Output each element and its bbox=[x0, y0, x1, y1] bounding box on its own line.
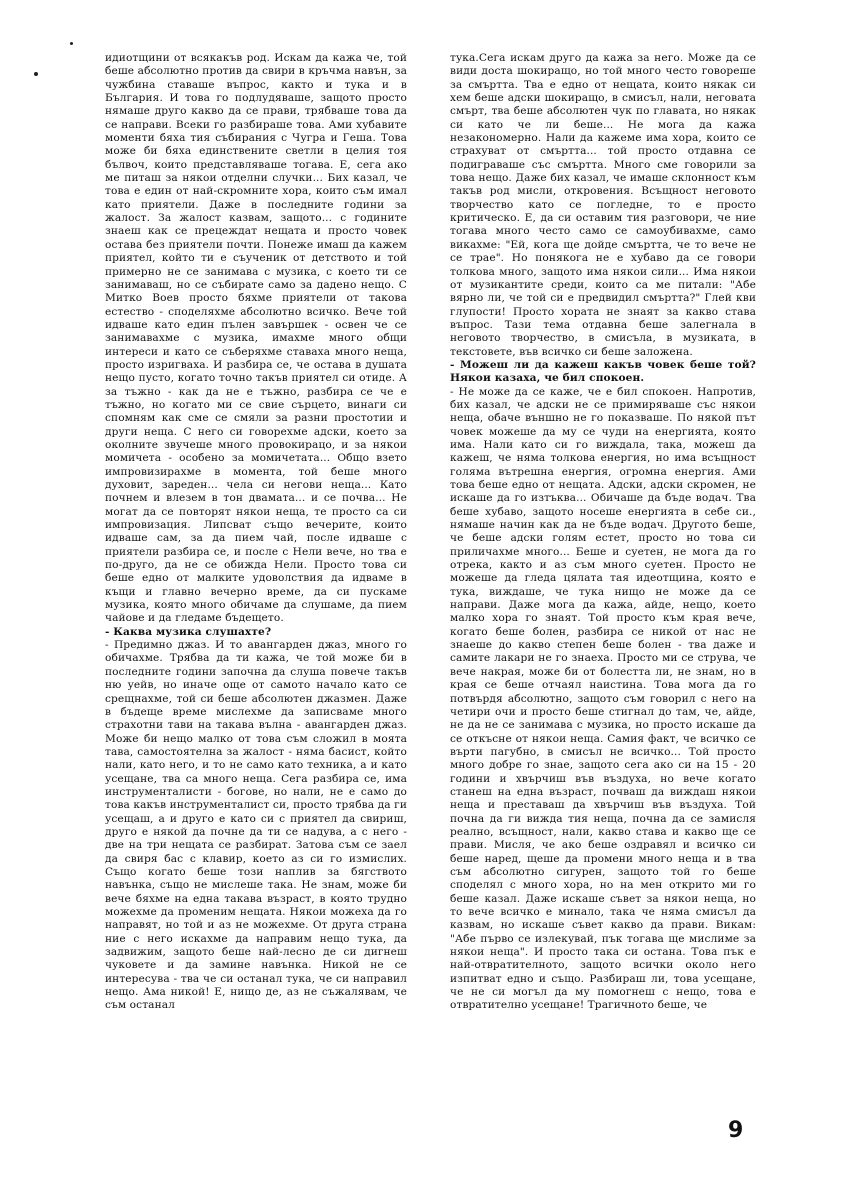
scan-speck bbox=[34, 72, 38, 76]
page-number: 9 bbox=[728, 1118, 744, 1143]
interview-question: - Каква музика слушахте? bbox=[105, 625, 272, 638]
right-text-column bbox=[450, 52, 756, 1142]
interview-question: - Можеш ли да кажеш какъв човек беше той? Някои казаха, че бил спокоен. bbox=[450, 358, 756, 385]
scan-speck bbox=[70, 42, 73, 45]
paragraph: - Не може да се каже, че е бил спокоен. Напротив, бих казал, че адски не се примиряваше със някои неща, обаче външно не го показваше. По някой път човек можеше да му се чуди на енергията, която има. Нали като си го виждала, така, можеш да кажеш, че няма толкова енергия, но има всъщност голяма вътрешна енергия, огромна енергия. Ами това беше едно от нещата. Адски, адски скромен, не искаше да го изтъква... Обичаше да бъде водач. Тва беше хубаво, защото носеше енергията в себе си., нямаше начин как да не бъде водач. Другото беше, че беше адски голям естет, просто но това си приличахме много... Беше и суетен, не мога да го отрека, както и аз съм много суетен. Просто не можеше да гледа цялата тая идеотщина, която е тука, виждаше, че тука нищо не може да се направи. Даже мога да кажа, айде, нещо, което малко хора го знаят. Той просто към края вече, когато беше болен, разбира се никой от нас не знаеше до какво степен беше болен - тва даже и самите лакари не го знаеха. Просто ми се струва, че вече накрая, може би от болестта ли, не знам, но в края се беше отчаял наистина. Това мога да го потвърдя абсолютно, защото съм говорил с него на четири очи и просто беше стигнал до там, че, айде, не да не се занимава с музика, но просто искаше да се откъсне от някои неща. Самия факт, че всичко се върти пагубно, в смисъл не всичко... Той просто много добре го знае, защото сега ако си на 15 - 20 години и хвърчиш във въздуха, но вече когато станеш на една възраст, почваш да виждаш някои неща и преставаш да хвърчиш във въздуха. Той почна да ги вижда тия неща, почна да се замисля реално, всъщност, нали, какво става и какво ще се прави. Мисля, че ако беше оздравял и всичко си беше наред, щеше да промени много неща и в тва съм абсолютно сигурен, защото той го беше споделял с много хора, но на мен откритo ми го беше казал. Даже искаше съвет за някои неща, но то вече всичко е минало, така че няма смисъл да казвам, но искаше съвет какво да прави. Викам: "Абе първо се излекувай, пък тогава ще мислиме за някои неща". И просто така си остана. Това пък е най-отвратителното, защото всички около него изпитват едно и също. Разбираш ли, това усещане, че не си могъл да му помогнеш с нещо, това е отвратително усещане! Трагичното беше, че bbox=[450, 385, 756, 1012]
paragraph: - Предимно джаз. И то авангарден джаз, много го обичахме. Трябва да ти кажа, че той може би в последните години започна да слуша повече такъв ню уейв, но иначе още от самото начало като се срещнахме, той си беше абсолютен джазмен. Даже в бъдеще време мислехме да записваме много страхотни тави на такава вълна - авангарден джаз. Може би нещо малко от това съм сложил в моята тава, самостоятелна за жалост - няма басист, който нали, като него, и то не само като техника, а и като усещане, тва са много неща. Сега разбира се, има инструменталисти - богове, но нали, не е само до това какъв инструменталист си, просто трябва да ги усещаш, а и друго е като си с приятел да свириш, друго е някой да почне да ти се надува, а с него - две на три нещата се разбират. Затова съм се заел да свиря бас с клавир, което аз си го измислих. Също когато беше този наплив за бягството навънка, също не мислеше така. Не знам, може би вече бяхме на една такава възраст, в която трудно можехме да променим нещата. Някои можеха да го направят, но той и аз не можехме. От друга страна ние с него искахме да направим нещо тука, да задвижим, защото беше най-лесно де си дигнеш чуковете и да замине навънка. Никой не се интересува - тва че си останал тука, че си направил нещо. Ама никой! Е, нищо де, аз не съжалявам, че съм останал bbox=[105, 639, 407, 1012]
paragraph: тука.Сега искам друго да кажа за него. Може да се види доста шокиращо, но той много често говореше за смъртта. Тва е едно от нещата, които някак си хем беше адски шокиращо, в смисъл, нали, неговата смърт, тва беше абсолютен чук по главата, но някак си като че ли беше... Не мога да кажа незакономерно. Нали да кажеме има хора, които се страхуват от смъртта... той просто отдавна се подиграваше със смъртта. Много сме говорили за това нещо. Даже бих казал, че имаше склонност към такъв род мисли, откровения. Всъщност неговото творчество като се погледне, то е просто критическо. Е, да си оставим тия разговори, че ние тогава много често само се самоубивахме, само викахме: "Ей, кога ще дойде смъртта, че то вече не се трае". Но понякога не е хубаво да се говори толкова много, защото има някои сили... Има някои от музикантите среди, които са ме питали: "Абе вярно ли, че той си е предвидил смъртта?" Глей кви глупости! Просто хората не знаят за какво става въпрос. Тази тема отдавна беше залегнала в неговото творчество, в смисъла, в музиката, в текстовете, във всичко си беше заложена. bbox=[450, 52, 756, 358]
paragraph: идиотщини от всякакъв род. Искам да кажа че, той беше абсолютно против да свири в кръчма навън, за чужбина ставаше въпрос, както и тука и в България. И това го подлудяваше, защото просто нямаше друго какво да се прави, трябваше това да се направи. Всеки го разбираше това. Ами хубавите моменти бяха тия събирания с Чугра и Геша. Това може би бяха единствените светли в целия тоя бълвоч, които представляваше тогава. Е, сега ако ме питаш за някои отделни случки... Бих казал, че това е един от най-скромните хора, които съм имал като приятели. Даже в последните години за жалост. За жалост казвам, защото... с годините знаеш как се прецеждат нещата и просто човек остава без приятели почти. Понеже имаш да кажем приятел, който ти е съученик от детството и той примерно не се занимава с музика, с което ти се занимаваш, но се събирате само за дадено нещо. С Митко Воев просто бяхме приятели от такова естество - споделяхме абсолютно всичко. Вече той идваше като един пълен завършек - освен че се занимавахме с музика, имахме много общи интереси и като се съберяхме ставаха много неща, просто изригваха. И разбира се, че остава в душата нещо пусто, когато точно такъв приятел си отиде. А за тъжно - как да не е тъжно, разбира се че е тъжно, но когато ми се свие сърцето, винаги си спомням как сме се смяли за разни простотии и други неща. С него си говорехме адски, което за околните звучеше много провокирацо, и за някои момичета - особено за момичетата... Общо взето импровизирахме в момента, той беше много духовит, зареден... чела си негови неща... Като почнем и влезем в тон двамата... и се почва... Не могат да се повторят някои неща, те просто са си импровизация. Липсват също вечерите, които идваше сам, за да пием чай, после идваше с приятели разбира се, и после с Нели вече, но тва е по-друго, да не се обижда Нели. Просто това си беше едно от малките удоволствия да идваме в къщи и главно вечерно време, да си пускаме музика, която много обичаме да слушаме, да пием чайове и да гледаме бъдещето. bbox=[105, 52, 407, 625]
left-text-column bbox=[105, 52, 407, 1142]
